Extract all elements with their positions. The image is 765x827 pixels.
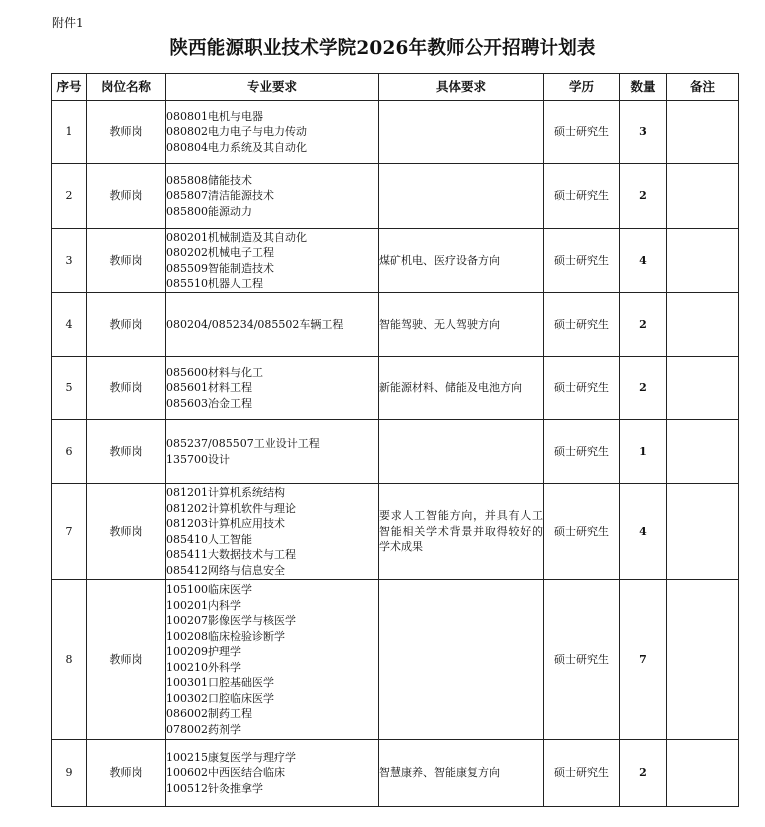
major-item: 100512针灸推拿学 [166, 781, 263, 795]
major-item: 105100临床医学 [166, 583, 252, 596]
header-majors: 专业要求 [166, 74, 379, 101]
position-name: 教师岗 [87, 420, 166, 484]
major-item: 100208临床检验诊断学 [166, 629, 285, 643]
education: 硕士研究生 [544, 101, 620, 164]
remark [667, 229, 739, 293]
remark [667, 484, 739, 580]
specific-requirement: 新能源材料、储能及电池方向 [379, 357, 544, 420]
major-item: 080202机械电子工程 [166, 246, 274, 259]
page-title: 陕西能源职业技术学院2026年教师公开招聘计划表 [169, 38, 596, 59]
major-requirements [166, 357, 379, 420]
header-row [52, 74, 739, 101]
major-item: 100602中西医结合临床 [166, 766, 285, 780]
table-row [52, 164, 739, 229]
major-item: 085600材料与化工 [166, 365, 263, 379]
remark [667, 101, 739, 164]
major-item: 085510机器人工程 [166, 277, 263, 290]
specific-requirement: 煤矿机电、医疗设备方向 [379, 229, 544, 293]
specific-requirement [379, 420, 544, 484]
major-item: 100209护理学 [166, 645, 241, 658]
position-name: 教师岗 [87, 357, 166, 420]
specific-requirement: 智慧康养、智能康复方向 [379, 740, 544, 807]
specific-requirement: 要求人工智能方向，并具有人工智能相关学术背景并取得较好的学术成果 [379, 484, 544, 580]
specific-requirement: 智能驾驶、无人驾驶方向 [379, 293, 544, 357]
table-row [52, 101, 739, 164]
table-row [52, 229, 739, 293]
major-item: 100201内科学 [166, 598, 241, 612]
major-item: 085808储能技术 [166, 173, 252, 187]
header-requirement: 具体要求 [379, 74, 544, 101]
position-name: 教师岗 [87, 293, 166, 357]
major-item: 080802电力电子与电力传动 [166, 125, 307, 139]
quantity: 2 [620, 740, 667, 807]
major-item: 085807清洁能源技术 [166, 189, 274, 203]
major-item: 085800能源动力 [166, 204, 252, 218]
header-no: 序号 [52, 74, 87, 101]
major-item: 085237/085507工业设计工程 [166, 437, 320, 450]
education: 硕士研究生 [544, 484, 620, 580]
major-item: 080801电机与电器 [166, 109, 263, 123]
quantity: 2 [620, 164, 667, 229]
education: 硕士研究生 [544, 420, 620, 484]
row-number: 2 [52, 164, 87, 229]
position-name: 教师岗 [87, 229, 166, 293]
major-requirements [166, 293, 379, 357]
table-row [52, 293, 739, 357]
table-row [52, 580, 739, 740]
specific-requirement [379, 101, 544, 164]
quantity: 7 [620, 580, 667, 740]
major-requirements [166, 740, 379, 807]
quantity: 4 [620, 229, 667, 293]
major-item: 100207影像医学与核医学 [166, 614, 296, 627]
major-requirements [166, 164, 379, 229]
specific-requirement [379, 580, 544, 740]
major-item: 085411大数据技术与工程 [166, 548, 296, 561]
quantity: 1 [620, 420, 667, 484]
header-education: 学历 [544, 74, 620, 101]
row-number: 5 [52, 357, 87, 420]
major-requirements [166, 420, 379, 484]
table-row [52, 357, 739, 420]
row-number: 1 [52, 101, 87, 164]
position-name: 教师岗 [87, 740, 166, 807]
specific-requirement [379, 164, 544, 229]
attachment-label: 附件1 [52, 16, 84, 30]
major-item: 081201计算机系统结构 [166, 486, 285, 499]
table-row [52, 484, 739, 580]
quantity: 2 [620, 357, 667, 420]
major-item: 081203计算机应用技术 [166, 517, 285, 530]
position-name: 教师岗 [87, 101, 166, 164]
education: 硕士研究生 [544, 164, 620, 229]
major-item: 085601材料工程 [166, 381, 252, 395]
major-item: 100215康复医学与理疗学 [166, 750, 296, 764]
row-number: 3 [52, 229, 87, 293]
education: 硕士研究生 [544, 229, 620, 293]
education: 硕士研究生 [544, 580, 620, 740]
row-number: 6 [52, 420, 87, 484]
position-name: 教师岗 [87, 580, 166, 740]
remark [667, 293, 739, 357]
major-item: 080204/085234/085502车辆工程 [166, 317, 344, 331]
major-requirements [166, 580, 379, 740]
major-item: 078002药剂学 [166, 722, 241, 736]
education: 硕士研究生 [544, 357, 620, 420]
header-remark: 备注 [667, 74, 739, 101]
row-number: 4 [52, 293, 87, 357]
remark [667, 740, 739, 807]
major-item: 100301口腔基础医学 [166, 676, 274, 689]
major-item: 085509智能制造技术 [166, 261, 274, 275]
header-quantity: 数量 [620, 74, 667, 101]
remark [667, 357, 739, 420]
major-requirements [166, 484, 379, 580]
major-item: 135700设计 [166, 452, 230, 466]
major-item: 100302口腔临床医学 [166, 691, 274, 705]
row-number: 9 [52, 740, 87, 807]
position-name: 教师岗 [87, 484, 166, 580]
major-item: 085412网络与信息安全 [166, 563, 285, 577]
major-item: 085603冶金工程 [166, 396, 252, 410]
major-item: 100210外科学 [166, 660, 241, 674]
position-name: 教师岗 [87, 164, 166, 229]
table-row [52, 420, 739, 484]
major-item: 081202计算机软件与理论 [166, 501, 296, 515]
major-item: 080804电力系统及其自动化 [166, 140, 307, 154]
major-requirements [166, 229, 379, 293]
table-row [52, 740, 739, 807]
header-position: 岗位名称 [87, 74, 166, 101]
major-item: 086002制药工程 [166, 707, 252, 720]
major-requirements [166, 101, 379, 164]
education: 硕士研究生 [544, 740, 620, 807]
row-number: 8 [52, 580, 87, 740]
row-number: 7 [52, 484, 87, 580]
quantity: 2 [620, 293, 667, 357]
remark [667, 580, 739, 740]
remark [667, 164, 739, 229]
education: 硕士研究生 [544, 293, 620, 357]
quantity: 4 [620, 484, 667, 580]
remark [667, 420, 739, 484]
major-item: 085410人工智能 [166, 532, 252, 546]
quantity: 3 [620, 101, 667, 164]
recruitment-plan-table [51, 73, 739, 807]
major-item: 080201机械制造及其自动化 [166, 230, 307, 244]
